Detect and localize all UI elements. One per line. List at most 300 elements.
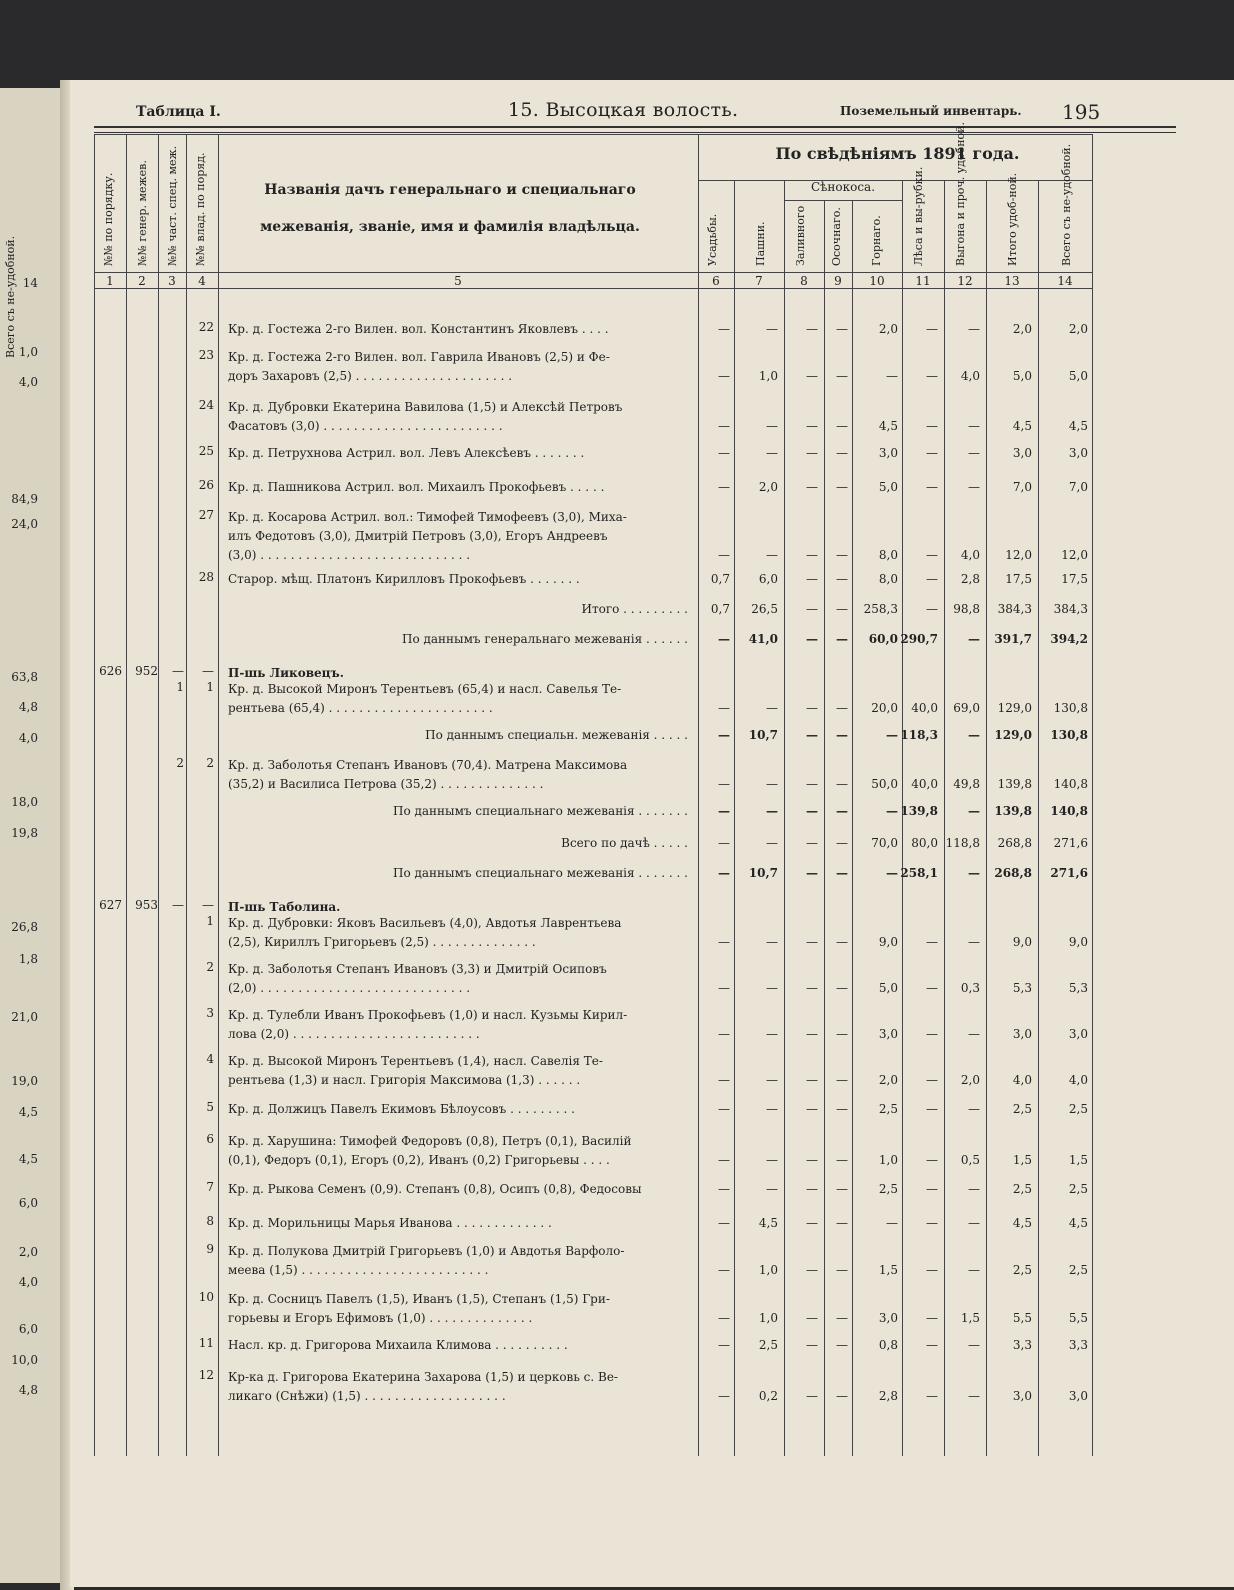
row-value: — <box>968 1216 980 1230</box>
row-value: — <box>718 804 730 818</box>
row-value: — <box>806 1027 818 1041</box>
row-value: — <box>806 804 818 818</box>
left-page-col-number: 14 <box>22 276 38 290</box>
row-value: 2,5 <box>1068 1102 1088 1116</box>
row-c4: 3 <box>206 1006 214 1020</box>
row-value: 268,8 <box>997 836 1032 850</box>
row-value: — <box>718 1102 730 1116</box>
row-value: 2,0 <box>1068 322 1088 336</box>
left-page-value: 4,5 <box>18 1152 38 1166</box>
row-c3: 1 <box>176 680 184 694</box>
subtitle: Поземельный инвентарь. <box>840 104 1022 118</box>
top-rule <box>94 126 1176 128</box>
row-value: 9,0 <box>1012 935 1032 949</box>
row-value: 8,0 <box>878 572 898 586</box>
row-value: 3,0 <box>1012 1027 1032 1041</box>
col-group-senokosa: Сѣнокоса. <box>810 180 876 194</box>
col-header-14: Всего съ не-удобной. <box>1060 143 1073 266</box>
row-c4: 27 <box>198 508 214 522</box>
row-c4: 11 <box>198 1336 214 1350</box>
row-value: 17,5 <box>1005 572 1032 586</box>
row-value: — <box>926 480 938 494</box>
col-header-3: №№ част. спец. меж. <box>166 145 179 266</box>
row-value: — <box>968 1338 980 1352</box>
col-header-5: Названія дачъ генеральнаго и специальнаго межеванія, званіе, имя и фамилія владѣльца. <box>260 182 640 235</box>
row-value: 4,5 <box>1012 1216 1032 1230</box>
row-description: Кр. д. Косарова Астрил. вол.: Тимофей Тимофеевъ (3,0), Миха- илъ Федотовъ (3,0), Дмитрій Петровъ (3,0), Егоръ Андреевъ (3,0) . . . . . . . . . . . . . . . . . . . . . . . . . . . . <box>228 510 627 562</box>
row-value: 129,0 <box>994 728 1032 742</box>
row-value: — <box>718 1182 730 1196</box>
row-value: 60,0 <box>868 632 898 646</box>
row-value: — <box>968 1263 980 1277</box>
row-description: По даннымъ специальнаго межеванія . . . . . . . <box>393 866 688 880</box>
row-value: 139,8 <box>994 804 1032 818</box>
row-value: 26,5 <box>751 602 778 616</box>
row-value: 49,8 <box>953 777 980 791</box>
left-page-value: 19,8 <box>11 826 38 840</box>
grid-vline <box>158 134 159 1456</box>
row-value: 17,5 <box>1061 572 1088 586</box>
row-value: — <box>806 1073 818 1087</box>
row-value: — <box>926 1311 938 1325</box>
row-value: — <box>766 1153 778 1167</box>
row-value: 0,3 <box>960 981 980 995</box>
row-value: — <box>836 935 848 949</box>
row-value: 3,0 <box>1068 1027 1088 1041</box>
row-value: 130,8 <box>1053 701 1088 715</box>
grid-vline <box>852 200 853 1456</box>
row-value: 4,5 <box>758 1216 778 1230</box>
row-description: Кр. д. Дубровки: Яковъ Васильевъ (4,0), Авдотья Лаврентьева (2,5), Кириллъ Григорьевъ (2,5) . . . . . . . . . . . . . . <box>228 916 622 949</box>
row-c4: 28 <box>198 570 214 584</box>
row-c2: 953 <box>135 898 158 912</box>
row-value: 5,0 <box>1068 369 1088 383</box>
grid-vline <box>126 134 127 1456</box>
row-value: — <box>718 728 730 742</box>
row-value: — <box>718 1311 730 1325</box>
row-value: 5,0 <box>878 981 898 995</box>
row-description: Насл. кр. д. Григорова Михаила Климова . . . . . . . . . . <box>228 1338 568 1352</box>
row-value: — <box>968 322 980 336</box>
left-page-value: 4,8 <box>18 700 38 714</box>
row-description: Кр. д. Высокой Миронъ Терентьевъ (1,4), насл. Савелія Те- рентьева (1,3) и насл. Григорія Максимова (1,3) . . . . . . <box>228 1054 603 1087</box>
row-c4: 22 <box>198 320 214 334</box>
row-value: 0,8 <box>878 1338 898 1352</box>
row-value: — <box>968 446 980 460</box>
row-value: 9,0 <box>1068 935 1088 949</box>
row-value: — <box>718 322 730 336</box>
row-c3: — <box>172 898 184 912</box>
row-value: — <box>968 1027 980 1041</box>
col-header-11: Лѣса и вы-рубки. <box>912 166 925 266</box>
column-number: 4 <box>198 274 206 288</box>
grid-vline <box>1038 180 1039 1456</box>
row-value: 2,8 <box>960 572 980 586</box>
row-value: — <box>806 935 818 949</box>
row-value: 2,0 <box>960 1073 980 1087</box>
row-value: — <box>718 1216 730 1230</box>
row-value: — <box>836 1389 848 1403</box>
row-description: Кр. д. Заболотья Степанъ Ивановъ (3,3) и Дмитрій Осиповъ (2,0) . . . . . . . . . . . . . . . . . . . . . . . . . . . . <box>228 962 607 995</box>
row-value: 384,3 <box>1053 602 1088 616</box>
table-label: Таблица I. <box>136 104 221 120</box>
row-value: — <box>718 480 730 494</box>
row-value: 2,5 <box>758 1338 778 1352</box>
row-value: 1,5 <box>1068 1153 1088 1167</box>
row-value: 8,0 <box>878 548 898 562</box>
row-value: — <box>806 866 818 880</box>
col-header-12: Выгона и проч. удобной. <box>954 122 967 266</box>
row-value: — <box>806 1263 818 1277</box>
row-value: 4,0 <box>960 369 980 383</box>
left-page-value: 6,0 <box>18 1196 38 1210</box>
row-value: — <box>806 1389 818 1403</box>
row-value: — <box>766 935 778 949</box>
row-value: — <box>926 602 938 616</box>
left-page-value: 4,0 <box>18 731 38 745</box>
left-page-value: 26,8 <box>11 920 38 934</box>
row-c3: — <box>172 664 184 678</box>
row-value: 10,7 <box>748 866 778 880</box>
column-number: 5 <box>454 274 462 288</box>
row-value: — <box>886 866 898 880</box>
col-header-7: Пашни. <box>754 221 767 266</box>
row-value: — <box>926 981 938 995</box>
row-value: 4,0 <box>960 548 980 562</box>
row-value: 50,0 <box>871 777 898 791</box>
row-value: — <box>718 981 730 995</box>
row-value: — <box>806 836 818 850</box>
row-value: 12,0 <box>1005 548 1032 562</box>
col-header-6: Усадьбы. <box>706 213 719 266</box>
row-value: 80,0 <box>911 836 938 850</box>
row-value: — <box>926 1389 938 1403</box>
row-value: — <box>766 804 778 818</box>
column-number: 6 <box>712 274 720 288</box>
column-number: 10 <box>869 274 885 288</box>
row-value: — <box>836 981 848 995</box>
column-number: 3 <box>168 274 176 288</box>
row-value: 5,5 <box>1012 1311 1032 1325</box>
row-value: 3,0 <box>1068 1389 1088 1403</box>
row-value: — <box>926 1073 938 1087</box>
row-c4: 25 <box>198 444 214 458</box>
row-value: — <box>806 1311 818 1325</box>
row-description: Кр. д. Должицъ Павелъ Екимовъ Бѣлоусовъ . . . . . . . . . <box>228 1102 575 1116</box>
row-value: — <box>766 981 778 995</box>
row-value: 3,0 <box>1012 446 1032 460</box>
row-value: — <box>718 701 730 715</box>
row-value: 1,0 <box>758 1263 778 1277</box>
row-value: 5,0 <box>878 480 898 494</box>
row-value: 1,0 <box>878 1153 898 1167</box>
row-description: Кр. д. Рыкова Семенъ (0,9). Степанъ (0,8), Осипъ (0,8), Федосовы <box>228 1182 642 1196</box>
row-value: 5,5 <box>1068 1311 1088 1325</box>
row-value: 4,0 <box>1068 1073 1088 1087</box>
row-value: — <box>968 1389 980 1403</box>
row-value: — <box>806 701 818 715</box>
row-value: 391,7 <box>994 632 1032 646</box>
column-number: 9 <box>834 274 842 288</box>
left-page-value: 10,0 <box>11 1353 38 1367</box>
left-page-value: 2,0 <box>18 1245 38 1259</box>
row-value: 70,0 <box>871 836 898 850</box>
row-value: — <box>926 1338 938 1352</box>
row-value: 139,8 <box>997 777 1032 791</box>
row-value: 4,5 <box>1068 419 1088 433</box>
row-description: Кр. д. Морильницы Марья Иванова . . . . . . . . . . . . . <box>228 1216 552 1230</box>
row-description: Кр-ка д. Григорова Екатерина Захарова (1,5) и церковь с. Ве- ликаго (Снѣжи) (1,5) . . . . . . . . . . . . . . . . . . . <box>228 1370 618 1403</box>
row-c4: 4 <box>206 1052 214 1066</box>
row-value: 0,2 <box>758 1389 778 1403</box>
row-c4: 10 <box>198 1290 214 1304</box>
row-value: 12,0 <box>1061 548 1088 562</box>
row-value: 2,5 <box>1068 1263 1088 1277</box>
row-value: 3,0 <box>1068 446 1088 460</box>
row-c4: 26 <box>198 478 214 492</box>
row-value: 2,8 <box>878 1389 898 1403</box>
col-header-13: Итого удоб-ной. <box>1006 172 1019 266</box>
row-value: — <box>836 602 848 616</box>
row-c4: 1 <box>206 914 214 928</box>
row-description: Кр. д. Сосницъ Павелъ (1,5), Иванъ (1,5), Степанъ (1,5) Гри- горьевы и Егоръ Ефимовъ (1,0) . . . . . . . . . . . . . . <box>228 1292 610 1325</box>
left-page-column-header: Всего съ не-удобной. <box>4 235 17 358</box>
row-value: 40,0 <box>911 777 938 791</box>
row-value: — <box>926 1182 938 1196</box>
left-page-value: 84,9 <box>11 492 38 506</box>
row-value: — <box>766 701 778 715</box>
row-value: 2,5 <box>1012 1263 1032 1277</box>
row-value: 6,0 <box>758 572 778 586</box>
page-number: 195 <box>1062 100 1101 124</box>
row-value: — <box>766 446 778 460</box>
row-value: — <box>968 1182 980 1196</box>
row-value: 2,5 <box>1068 1182 1088 1196</box>
col-header-1: №№ по порядку. <box>102 172 115 266</box>
row-value: — <box>718 866 730 880</box>
row-c4: 23 <box>198 348 214 362</box>
row-c2: 952 <box>135 664 158 678</box>
left-page-value: 18,0 <box>11 795 38 809</box>
row-value: — <box>836 836 848 850</box>
row-description: Кр. д. Тулебли Иванъ Прокофьевъ (1,0) и насл. Кузьмы Кирил- лова (2,0) . . . . . . . . . . . . . . . . . . . . . . . . . <box>228 1008 628 1041</box>
row-value: — <box>926 322 938 336</box>
row-description: По даннымъ специальн. межеванія . . . . . <box>425 728 688 742</box>
col-header-2: №№ генер. межев. <box>136 160 149 266</box>
row-value: 1,5 <box>878 1263 898 1277</box>
row-value: — <box>806 322 818 336</box>
row-value: 290,7 <box>900 632 938 646</box>
row-value: — <box>806 777 818 791</box>
row-value: 2,5 <box>1012 1182 1032 1196</box>
row-value: — <box>836 1182 848 1196</box>
column-number: 11 <box>915 274 931 288</box>
row-value: — <box>718 1153 730 1167</box>
row-c4: 5 <box>206 1100 214 1114</box>
left-page-value: 21,0 <box>11 1010 38 1024</box>
row-value: — <box>806 548 818 562</box>
row-value: — <box>806 572 818 586</box>
row-value: — <box>766 836 778 850</box>
row-value: — <box>836 419 848 433</box>
row-value: 5,3 <box>1012 981 1032 995</box>
row-value: — <box>766 1027 778 1041</box>
left-page-value: 4,5 <box>18 1105 38 1119</box>
row-value: — <box>718 632 730 646</box>
row-value: 2,0 <box>758 480 778 494</box>
row-value: — <box>806 1216 818 1230</box>
row-description: По даннымъ специальнаго межеванія . . . . . . . <box>393 804 688 818</box>
row-value: — <box>806 632 818 646</box>
row-value: — <box>718 1073 730 1087</box>
row-description: Кр. д. Гостежа 2-го Вилен. вол. Константинъ Яковлевъ . . . . <box>228 322 609 336</box>
row-value: — <box>806 602 818 616</box>
row-value: 2,5 <box>878 1102 898 1116</box>
row-value: — <box>806 981 818 995</box>
row-value: 139,8 <box>900 804 938 818</box>
row-c1: 627 <box>99 898 122 912</box>
row-value: — <box>718 369 730 383</box>
row-value: — <box>718 836 730 850</box>
row-value: — <box>836 1153 848 1167</box>
row-value: — <box>836 322 848 336</box>
column-number: 1 <box>106 274 114 288</box>
row-value: — <box>836 572 848 586</box>
row-value: 2,0 <box>878 1073 898 1087</box>
grid-hline-header <box>94 272 1092 273</box>
row-value: — <box>836 701 848 715</box>
row-description: Кр. д. Харушина: Тимофей Федоровъ (0,8), Петръ (0,1), Василій (0,1), Федоръ (0,1), Егоръ (0,2), Иванъ (0,2) Григорьевы . . . . <box>228 1134 632 1167</box>
row-value: 4,5 <box>878 419 898 433</box>
row-description: Кр. д. Высокой Миронъ Терентьевъ (65,4) и насл. Савелья Те- рентьева (65,4) . . . . . . . . . . . . . . . . . . . . . . <box>228 682 622 715</box>
left-page-value: 63,8 <box>11 670 38 684</box>
row-value: — <box>968 866 980 880</box>
row-value: 3,3 <box>1012 1338 1032 1352</box>
left-page-value: 4,8 <box>18 1383 38 1397</box>
row-c4: 2 <box>206 960 214 974</box>
row-value: — <box>836 1311 848 1325</box>
column-number: 12 <box>957 274 973 288</box>
column-number: 7 <box>755 274 763 288</box>
row-value: — <box>836 446 848 460</box>
row-value: 0,5 <box>960 1153 980 1167</box>
row-value: 7,0 <box>1068 480 1088 494</box>
row-value: 384,3 <box>997 602 1032 616</box>
row-value: 2,0 <box>878 322 898 336</box>
row-value: 1,5 <box>960 1311 980 1325</box>
row-value: — <box>766 1182 778 1196</box>
top-rule-thin <box>94 132 1176 133</box>
row-value: 20,0 <box>871 701 898 715</box>
row-value: — <box>926 369 938 383</box>
left-page-value: 6,0 <box>18 1322 38 1336</box>
row-value: — <box>806 728 818 742</box>
row-value: — <box>926 1027 938 1041</box>
row-value: — <box>836 1073 848 1087</box>
row-value: — <box>718 1338 730 1352</box>
row-value: — <box>926 1102 938 1116</box>
row-c3: 2 <box>176 756 184 770</box>
row-description: Всего по дачѣ . . . . . <box>561 836 688 850</box>
row-value: — <box>968 480 980 494</box>
row-value: 41,0 <box>748 632 778 646</box>
grid-vline <box>218 134 219 1456</box>
row-value: 1,0 <box>758 369 778 383</box>
row-value: — <box>806 1338 818 1352</box>
row-value: 2,0 <box>1012 322 1032 336</box>
row-value: 3,0 <box>878 446 898 460</box>
row-value: — <box>968 632 980 646</box>
row-c4: 1 <box>206 680 214 694</box>
row-value: — <box>718 935 730 949</box>
row-value: 1,5 <box>1012 1153 1032 1167</box>
row-value: 69,0 <box>953 701 980 715</box>
row-description: Кр. д. Дубровки Екатерина Вавилова (1,5) и Алексѣй Петровъ Фасатовъ (3,0) . . . . . . . . . . . . . . . . . . . . . . . . <box>228 400 623 433</box>
row-value: 3,0 <box>878 1311 898 1325</box>
row-value: — <box>836 1263 848 1277</box>
row-value: 0,7 <box>710 602 730 616</box>
column-number: 13 <box>1004 274 1020 288</box>
grid-vline <box>94 134 95 1456</box>
row-description: П-шь Ликовецъ. <box>228 666 344 680</box>
row-value: 140,8 <box>1050 804 1088 818</box>
row-value: 3,0 <box>1012 1389 1032 1403</box>
column-number: 14 <box>1057 274 1073 288</box>
row-c4: 7 <box>206 1180 214 1194</box>
row-value: — <box>718 1027 730 1041</box>
row-value: — <box>926 1216 938 1230</box>
row-value: — <box>926 1263 938 1277</box>
row-c4: 6 <box>206 1132 214 1146</box>
row-value: — <box>766 548 778 562</box>
row-description: Итого . . . . . . . . . <box>581 602 688 616</box>
row-value: 118,8 <box>945 836 980 850</box>
row-value: — <box>926 419 938 433</box>
section-title: 15. Высоцкая волость. <box>508 99 739 121</box>
row-value: — <box>836 548 848 562</box>
column-number: 8 <box>800 274 808 288</box>
left-page-value: 4,0 <box>18 375 38 389</box>
row-value: 9,0 <box>878 935 898 949</box>
row-description: Старор. мѣщ. Платонъ Кирилловъ Прокофьевъ . . . . . . . <box>228 572 580 586</box>
row-value: — <box>926 1153 938 1167</box>
row-value: — <box>836 728 848 742</box>
row-value: — <box>806 1182 818 1196</box>
row-value: 40,0 <box>911 701 938 715</box>
col-header-9: Осочнаго. <box>830 207 843 266</box>
grid-vline <box>986 180 987 1456</box>
row-value: — <box>886 369 898 383</box>
row-description: Кр. д. Пашникова Астрил. вол. Михаилъ Прокофьевъ . . . . . <box>228 480 605 494</box>
row-value: 2,5 <box>1012 1102 1032 1116</box>
column-number: 2 <box>138 274 146 288</box>
left-page-value: 19,0 <box>11 1074 38 1088</box>
row-value: 258,1 <box>900 866 938 880</box>
row-value: 98,8 <box>953 602 980 616</box>
row-value: 0,7 <box>710 572 730 586</box>
row-value: — <box>968 804 980 818</box>
left-page-value: 1,0 <box>18 345 38 359</box>
row-value: — <box>766 322 778 336</box>
row-value: 3,3 <box>1068 1338 1088 1352</box>
row-value: — <box>968 419 980 433</box>
row-description: Кр. д. Гостежа 2-го Вилен. вол. Гаврила Ивановъ (2,5) и Фе- доръ Захаровъ (2,5) . . . . . . . . . . . . . . . . . . . . . <box>228 350 610 383</box>
row-description: Кр. д. Заболотья Степанъ Ивановъ (70,4). Матрена Максимова (35,2) и Василиса Петрова (35,2) . . . . . . . . . . . . . . <box>228 758 628 791</box>
row-description: Кр. д. Петрухнова Астрил. вол. Левъ Алексѣевъ . . . . . . . <box>228 446 585 460</box>
row-value: — <box>766 1073 778 1087</box>
grid-hline-senokosa <box>784 200 902 201</box>
row-value: — <box>806 1102 818 1116</box>
